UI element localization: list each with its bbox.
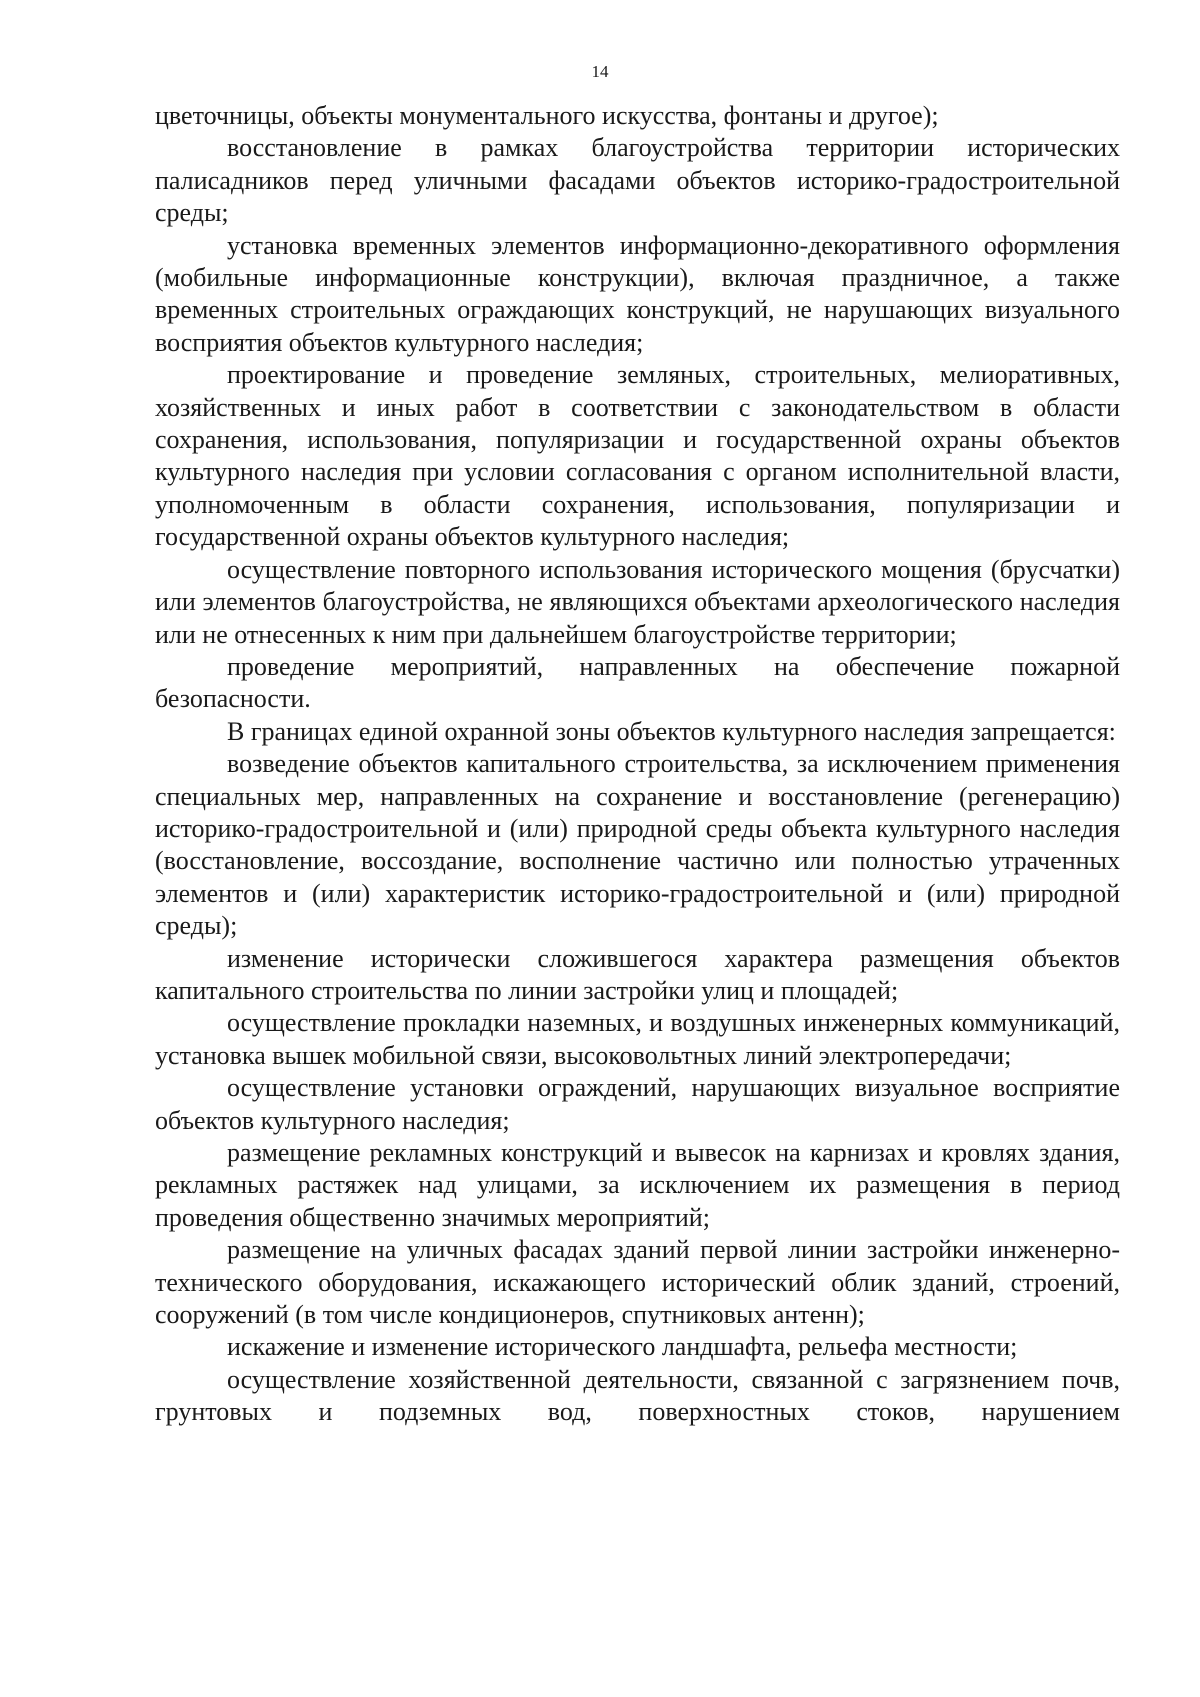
paragraph: размещение на уличных фасадах зданий первой линии застройки инженерно-технического оборудования, искажающего исторический облик зданий, строений, сооружений (в том числе кондиционеров, спутниковых антенн); [155,1235,1120,1330]
paragraph: осуществление прокладки наземных, и воздушных инженерных коммуникаций, установка вышек мобильной связи, высоковольтных линий электропередачи; [155,1008,1120,1070]
paragraph: установка временных элементов информационно-декоративного оформления (мобильные информационные конструкции), включая праздничное, а также временных строительных ограждающих конструкций, не нарушающих визуального восприятия объектов культурного наследия; [155,230,1120,357]
paragraph: изменение исторически сложившегося характера размещения объектов капитального строительства по линии застройки улиц и площадей; [155,943,1120,1005]
paragraph: проведение мероприятий, направленных на обеспечение пожарной безопасности. [155,651,1120,714]
paragraph-continues: осуществление хозяйственной деятельности, связанной с загрязнением почв, грунтовых и подземных вод, поверхностных стоков, нарушением [155,1364,1120,1427]
paragraph-continuation: цветочницы, объекты монументального искусства, фонтаны и другое); [155,101,939,130]
paragraph: искажение и изменение исторического ландшафта, рельефа местности; [227,1332,1018,1362]
page-number: 14 [591,62,609,81]
paragraph: осуществление установки ограждений, нарушающих визуальное восприятие объектов культурного наследия; [155,1073,1120,1135]
paragraph-section-heading: В границах единой охранной зоны объектов культурного наследия запрещается: [227,716,1116,746]
paragraph: размещение рекламных конструкций и вывесок на карнизах и кровлях здания, рекламных растяжек над улицами, за исключением их размещения в период проведения общественно значимых мероприятий; [155,1138,1120,1232]
paragraph: проектирование и проведение земляных, строительных, мелиоративных, хозяйственных и иных работ в соответствии с законодательством в области сохранения, использования, популяризации и государственной охраны объектов культурного наследия при условии согласования с органом исполнительной власти, уполномоченным в области сохранения, использования, популяризации и государственной охраны объектов культурного наследия; [155,360,1120,552]
paragraph: восстановление в рамках благоустройства территории исторических палисадников перед уличными фасадами объектов историко-градостроительной среды; [155,133,1120,228]
paragraph: осуществление повторного использования исторического мощения (брусчатки) или элементов благоустройства, не являющихся объектами археологического наследия или не отнесенных к ним при дальнейшем благоустройстве территории; [155,554,1120,649]
document-body [155,100,1120,1429]
paragraph: возведение объектов капитального строительства, за исключением применения специальных мер, направленных на сохранение и восстановление (регенерацию) историко-градостроительной и (или) природной среды объекта культурного наследия (восстановление, воссоздание, восполнение частично или полностью утраченных элементов и (или) характеристик историко-градостроительной и (или) природной среды); [155,749,1120,941]
